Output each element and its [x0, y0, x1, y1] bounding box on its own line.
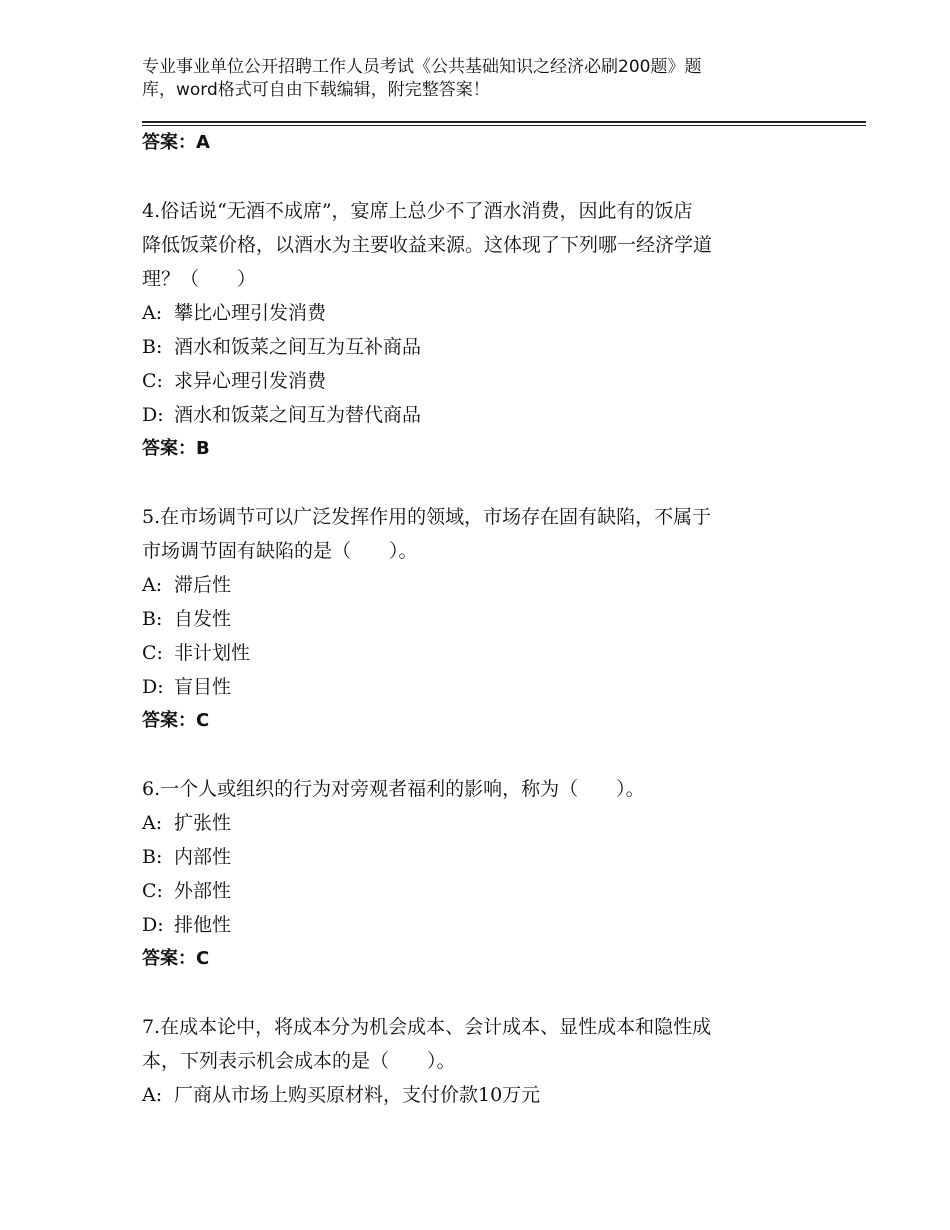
option-text: 自发性 — [174, 608, 232, 630]
option-key: A: — [142, 1084, 163, 1106]
question-text-line: 本，下列表示机会成本的是（ ）。 — [142, 1050, 456, 1072]
option-key: D: — [142, 404, 164, 426]
question-text-line: 市场调节固有缺陷的是（ ）。 — [142, 540, 418, 562]
option-a — [142, 806, 802, 840]
option-text: 内部性 — [174, 846, 232, 868]
option-d — [142, 670, 802, 704]
question-text-line: 6.一个人或组织的行为对旁观者福利的影响，称为（ ）。 — [142, 778, 645, 800]
question-4 — [142, 194, 802, 466]
option-key: C: — [142, 370, 163, 392]
option-b — [142, 330, 802, 364]
option-key: A: — [142, 302, 163, 324]
question-text — [142, 500, 802, 568]
option-c — [142, 874, 802, 908]
option-b — [142, 602, 802, 636]
question-text-line: 5.在市场调节可以广泛发挥作用的领域，市场存在固有缺陷，不属于 — [142, 506, 712, 528]
option-a — [142, 568, 802, 602]
question-6 — [142, 772, 802, 976]
answer-line: 答案：C — [142, 710, 210, 731]
answer-line: 答案：B — [142, 438, 210, 459]
answer-line: 答案：C — [142, 948, 210, 969]
question-text — [142, 1010, 802, 1078]
option-text: 厂商从市场上购买原材料，支付价款10万元 — [174, 1084, 541, 1106]
option-text: 非计划性 — [174, 642, 251, 664]
option-key: A: — [142, 812, 163, 834]
option-text: 攀比心理引发消费 — [174, 302, 327, 324]
question-text-line: 降低饭菜价格，以酒水为主要收益来源。这体现了下列哪一经济学道 — [142, 234, 713, 256]
option-key: C: — [142, 642, 163, 664]
option-text: 求异心理引发消费 — [174, 370, 327, 392]
question-7 — [142, 1010, 802, 1112]
option-key: D: — [142, 914, 164, 936]
answer-line: 答案：A — [142, 132, 210, 153]
option-d — [142, 398, 802, 432]
question-text-line: 7.在成本论中，将成本分为机会成本、会计成本、显性成本和隐性成 — [142, 1016, 712, 1038]
option-text: 盲目性 — [174, 676, 232, 698]
question-text-line: 4.俗话说“无酒不成席”，宴席上总少不了酒水消费，因此有的饭店 — [142, 200, 693, 222]
header-divider-thick — [142, 121, 866, 123]
option-text: 酒水和饭菜之间互为替代商品 — [174, 404, 422, 426]
option-key: D: — [142, 676, 164, 698]
option-key: A: — [142, 574, 163, 596]
question-text — [142, 194, 802, 296]
option-key: B: — [142, 336, 163, 358]
header-line-2: 库，word格式可自由下载编辑，附完整答案！ — [142, 80, 490, 100]
option-text: 外部性 — [174, 880, 232, 902]
document-body — [142, 126, 802, 1112]
document-header — [142, 56, 832, 102]
question-text — [142, 772, 802, 806]
option-b — [142, 840, 802, 874]
option-a — [142, 296, 802, 330]
option-a — [142, 1078, 802, 1112]
option-c — [142, 364, 802, 398]
question-5 — [142, 500, 802, 738]
option-c — [142, 636, 802, 670]
option-text: 扩张性 — [174, 812, 232, 834]
option-key: B: — [142, 608, 163, 630]
option-text: 滞后性 — [174, 574, 232, 596]
option-key: C: — [142, 880, 163, 902]
question-text-line: 理？（ ） — [142, 268, 257, 290]
option-text: 排他性 — [174, 914, 232, 936]
header-line-1: 专业事业单位公开招聘工作人员考试《公共基础知识之经济必刷200题》题 — [142, 57, 702, 77]
option-text: 酒水和饭菜之间互为互补商品 — [174, 336, 422, 358]
option-d — [142, 908, 802, 942]
option-key: B: — [142, 846, 163, 868]
